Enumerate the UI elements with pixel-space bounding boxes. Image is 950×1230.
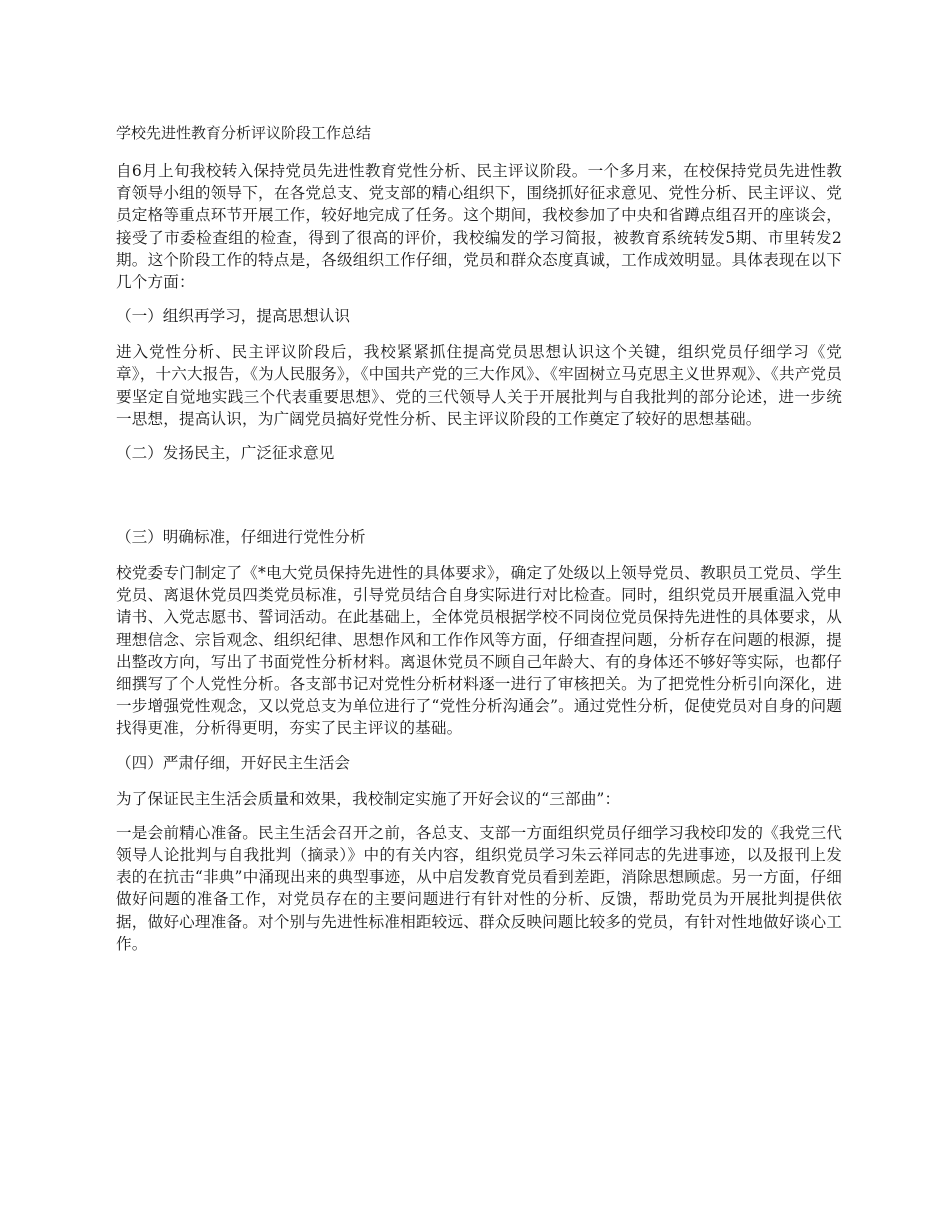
section-4-intro: 为了保证民主生活会质量和效果，我校制定实施了开好会议的“三部曲”： xyxy=(116,789,621,808)
intro-paragraph: 自6月上旬我校转入保持党员先进性教育党性分析、民主评议阶段。一个多月来，在校保持党员先进性教育领导小组的领导下，在各党总支、党支部的精心组织下，围绕抓好征求意见、党性分析、民主评议、党员定格等重点环节开展工作，较好地完成了任务。这个期间，我校参加了中央和省蹲点组召开的座谈会，接受了市委检查组的检查，得到了很高的评价，我校编发的学习简报，被教育系统转发5期、市里转发2期。这个阶段工作的特点是，各级组织工作仔细，党员和群众态度真诚，工作成效明显。具体表现在以下几个方面： xyxy=(116,162,842,292)
section-3-heading: （三）明确标准，仔细进行党性分析 xyxy=(116,528,366,547)
section-3-paragraph: 校党委专门制定了《*电大党员保持先进性的具体要求》，确定了处级以上领导党员、教职员工党员、学生党员、离退休党员四类党员标准，引导党员结合自身实际进行对比检查。同时，组织党员开展重温入党申请书、入党志愿书、誓词活动。在此基础上，全体党员根据学校不同岗位党员保持先进性的具体要求，从理想信念、宗旨观念、组织纪律、思想作风和工作作风等方面，仔细查捏问题，分析存在问题的根源，提出整改方向，写出了书面党性分析材料。离退休党员不顾自己年龄大、有的身体还不够好等实际，也都仔细撰写了个人党性分析。各支部书记对党性分析材料逐一进行了审核把关。为了把党性分析引向深化，进一步增强党性观念，又以党总支为单位进行了“党性分析沟通会”。通过党性分析，促使党员对自身的问题找得更准，分析得更明，夯实了民主评议的基础。 xyxy=(116,564,842,738)
document-page xyxy=(116,122,842,967)
section-4-paragraph: 一是会前精心准备。民主生活会召开之前，各总支、支部一方面组织党员仔细学习我校印发的《我党三代领导人论批判与自我批判（摘录）》中的有关内容，组织党员学习朱云祥同志的先进事迹，以及报刊上发表的在抗击“非典”中涌现出来的典型事迹，从中启发教育党员看到差距，消除思想顾虑。另一方面，仔细做好问题的准备工作，对党员存在的主要问题进行有针对性的分析、反馈，帮助党员为开展批判提供依据，做好心理准备。对个别与先进性标准相距较远、群众反映问题比较多的党员，有针对性地做好谈心工作。 xyxy=(116,823,842,953)
section-1-paragraph: 进入党性分析、民主评议阶段后，我校紧紧抓住提高党员思想认识这个关键，组织党员仔细学习《党章》，十六大报告，《为人民服务》，《中国共产党的三大作风》、《牢固树立马克思主义世界观》、《共产党员要坚定自觉地实践三个代表重要思想》、党的三代领导人关于开展批判与自我批判的部分论述，进一步统一思想，提高认识，为广阔党员搞好党性分析、民主评议阶段的工作奠定了较好的思想基础。 xyxy=(116,343,842,428)
section-1-heading: （一）组织再学习，提高思想认识 xyxy=(116,307,350,326)
blank-space xyxy=(116,478,842,526)
section-4-heading: （四）严肃仔细，开好民主生活会 xyxy=(116,753,350,772)
section-2-heading: （二）发扬民主，广泛征求意见 xyxy=(116,444,335,463)
document-title: 学校先进性教育分析评议阶段工作总结 xyxy=(116,124,372,142)
